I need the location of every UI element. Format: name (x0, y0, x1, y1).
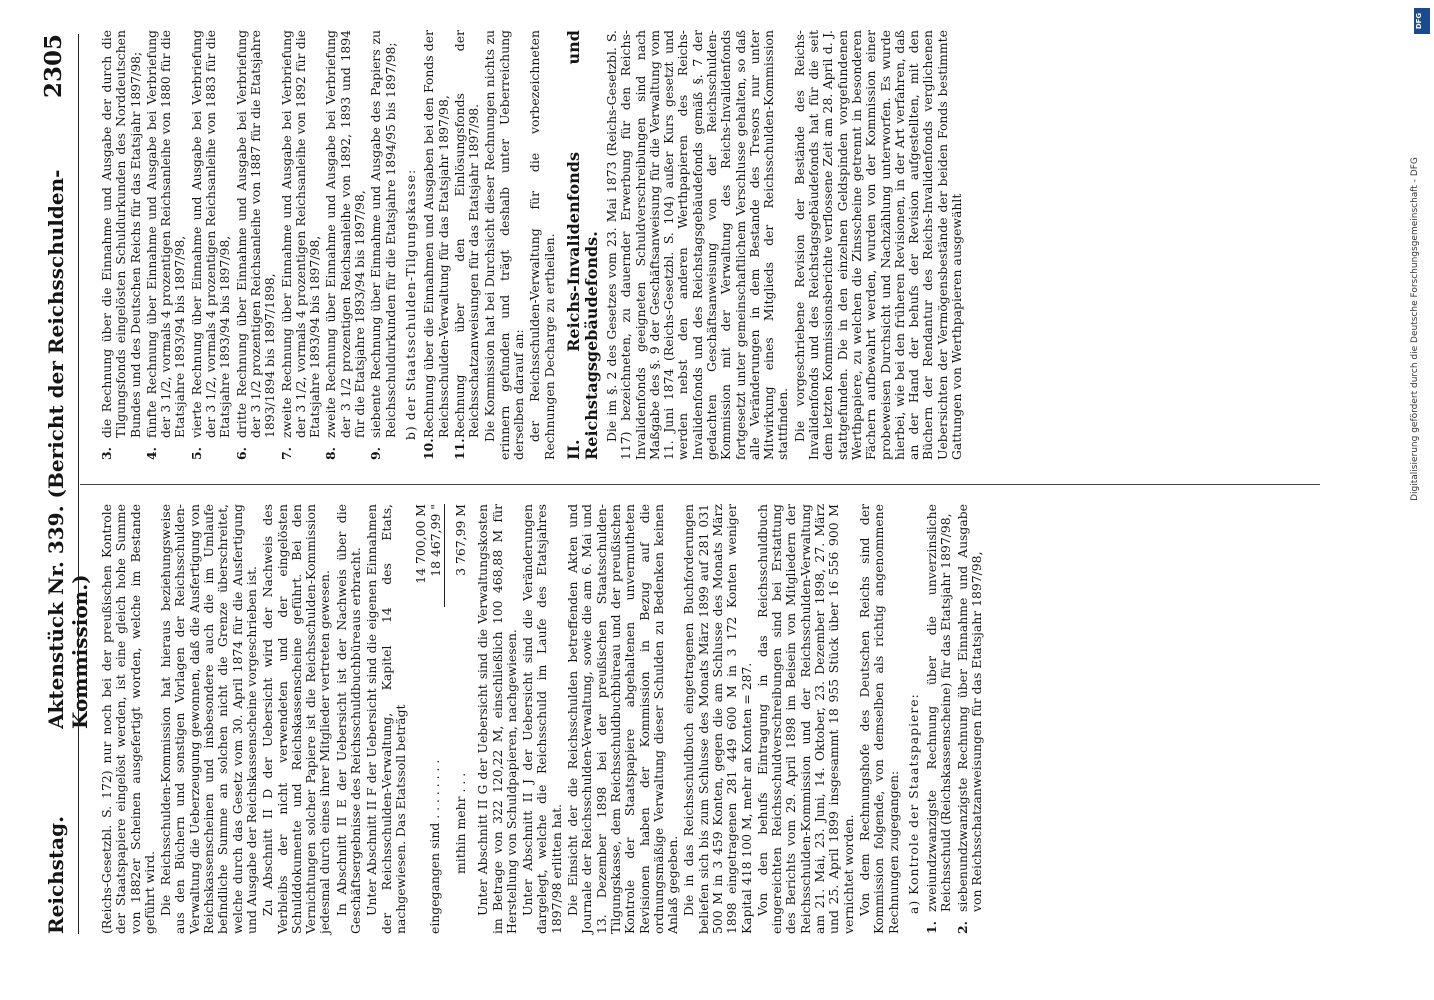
paragraph: Zu Abschnitt II D der Uebersicht wird der Nachweis des Verbleibs der nicht verwendeten und der eingelösten Schulddokumente und Reichskassenscheine geführt. Bei den Vernichtungen solcher Papiere ist die Reichsschulden-Kommission jedesmal durch eines ihrer Mitglieder vertreten gewesen. (260, 504, 333, 934)
item-number: 8. (323, 447, 339, 460)
item-text: vierte Rechnung über Einnahme und Ausgabe bei Verbriefung der 3 1/2, vormals 4 prozentigen Reichsanleihe von 1883 für die Etatsjahre 1893/94 bis 1897/98, (188, 30, 233, 438)
paragraph: Die Reichsschulden-Kommission hat hieraus beziehungsweise aus den Büchern und sonstigen Vorlagen der Reichsschulden-Verwaltung die Ueberzeugung gewonnen, daß die Ausfertigung von Reichskassenscheinen und insbesondere auch die im Umlaufe befindliche Summe an solchen nicht die Grenze überschreitet, welche durch das Gesetz vom 30. April 1874 für die Ausfertigung und Ausgabe der Reichskassenscheine vorgeschrieben ist. (158, 504, 259, 934)
sum-value-soll: 14 700,00 M (413, 504, 429, 584)
list-item (145, 30, 188, 460)
item-number: 6. (233, 447, 249, 460)
paragraph: der Reichsschulden-Verwaltung für die vorbezeichneten Rechnungen Decharge zu ertheilen. (527, 30, 557, 460)
item-text: die Rechnung über die Einnahme und Ausgabe der durch die Tilgungsfonds eingelösten Schuldurkunden des Norddeutschen Bundes und des Deutschen Reichs für das Etatsjahr 1897/98; (99, 30, 143, 438)
header-rule (78, 34, 79, 934)
list-item (369, 30, 398, 460)
sum-value-diff: 3 767,99 M (453, 504, 469, 576)
sum-block (414, 504, 472, 934)
right-column (100, 30, 966, 460)
item-number: 5. (188, 447, 204, 460)
paragraph: Unter Abschnitt II F der Uebersicht sind die eigenen Einnahmen der Reichsschulden-Verwaltung, Kapitel 14 des Etats, nachgewiesen. Das Etatssoll beträgt (364, 504, 408, 934)
list-item (453, 30, 482, 460)
sum-label: eingegangen sind . . . . . . . . (427, 759, 443, 934)
item-number: 11. (451, 438, 467, 460)
header-title: Aktenstück Nr. 339. (Bericht der Reichsschulden-Kommission.) (44, 169, 92, 729)
item-number: 1. (924, 921, 940, 934)
section-heading: II. Reichs-Invalidenfonds und Reichstagsgebäudefonds. (563, 30, 601, 460)
sum-value-ist: 18 467,99 " (429, 504, 444, 607)
paragraph: Die in das Reichsschuldbuch eingetragenen Buchforderungen beliefen sich bis zum Schlusse des Monats März 1899 auf 281 031 500 M in 3 459 Konten, gegen die am Schlusse des Monats März 1898 eingetragenen 281 449 600 M in 3 172 Konten weniger Kapital 418 100 M, mehr an Konten = 287. (681, 504, 754, 934)
paragraph: Von dem Rechnungshofe des Deutschen Reichs sind der Kommission folgende, von demselben als richtig angenommene Rechnungen zugegangen: (856, 504, 901, 934)
item-number: 3. (99, 447, 114, 460)
paragraph: In Abschnitt II E der Uebersicht ist der Nachweis über die Geschäftsergebnisse des Reichsschuldbuchbüreaus erbracht. (333, 504, 364, 934)
left-column (100, 504, 986, 934)
subheading-a: a) Kontrole der Staatspapiere: (905, 693, 921, 914)
item-number: 10. (421, 438, 437, 460)
list-item (925, 504, 954, 934)
item-text: Rechnung über die Einnahmen und Ausgaben bei den Fonds der Reichsschulden-Verwaltung für das Etatsjahr 1897/98, (421, 30, 451, 438)
paragraph: Unter Abschnitt II J der Uebersicht sind die Veränderungen dargelegt, welche die Reichsschuld im Laufe des Etatsjahres 1897/98 erlitten hat. (520, 504, 564, 934)
item-number: 2. (954, 921, 970, 934)
list-item (324, 30, 367, 460)
header-left: Reichstag. (44, 815, 68, 934)
paragraph: Von den behufs Eintragung in das Reichsschuldbuch eingereichten Reichsschuldverschreibungen sind bei Erstattung des Berichts vom 29. April 1898 im Beisein von Mitgliedern der Reichsschulden-Kommission und der Reichsschulden-Verwaltung am 21. Mai, 23. Juni, 14. Oktober, 23. Dezember 1898, 27. März und 25. April 1899 insgesammt 18 955 Stück über 16 556 900 M vernichtet worden. (754, 504, 856, 934)
item-number: 7. (278, 447, 294, 460)
paragraph: Unter Abschnitt II G der Uebersicht sind die Verwaltungskosten im Betrage von 322 120,22 M, einschließlich 100 468,88 M für Herstellung von Schuldpapieren, nachgewiesen. (475, 504, 519, 934)
list-item (235, 30, 278, 460)
list-item (280, 30, 323, 460)
item-text: Rechnung über den Einlösungsfonds der Reichsschatzanweisungen für das Etatsjahr 1897/98. (451, 30, 482, 438)
item-text: zweiundzwanzigste Rechnung über die unverzinsliche Reichsschuld (Reichskassenscheine) für das Etatsjahr 1897/98, (924, 504, 954, 912)
item-text: fünfte Rechnung über Einnahme und Ausgabe bei Verbriefung der 3 1/2, vormals 4 prozentigen Reichsanleihe von 1880 für die Etatsjahre 1893/94 bis 1897/98, (143, 30, 188, 438)
item-text: zweite Rechnung über Einnahme und Ausgabe bei Verbriefung der 3 1/2 prozentigen Reichsanleihe von 1892, 1893 und 1894 für die Etatsjahre 1893/94 bis 1897/98, (323, 30, 368, 438)
digitization-credit (1405, 14, 1425, 654)
subheading-b: b) der Staatsschulden-Tilgungskasse: (402, 168, 418, 440)
page-number: 2305 (40, 34, 67, 99)
item-text: zweite Rechnung über Einnahme und Ausgabe bei Verbriefung der 3 1/2, vormals 4 prozentigen Reichsanleihe von 1892 für die Etatsjahre 1893/94 bis 1897/98, (278, 30, 323, 438)
dfg-logo-text: DFG (1415, 12, 1424, 30)
list-item (100, 30, 143, 460)
item-number: 4. (143, 447, 159, 460)
list-item (190, 30, 233, 460)
paragraph: (Reichs-Gesetzbl. S. 172) nur noch bei der preußischen Kontrole der Staatspapiere eingelöst werden, ist eine gleich hohe Summe von 1882er Scheinen ausgefertigt worden, welche im Bestande geführt wird. (99, 504, 157, 934)
list-item (422, 30, 451, 460)
item-number: 9. (368, 447, 384, 460)
paragraph: Die Kommission hat bei Durchsicht dieser Rechnungen nichts zu erinnern gefunden und trägt deshalb unter Ueberreichung derselben darauf an: (482, 30, 527, 460)
item-text: siebente Rechnung über Einnahme und Ausgabe des Papiers zu Reichsschuldurkunden für die Etatsjahre 1894/95 bis 1897/98; (368, 30, 398, 438)
sum-label-more: mithin mehr . . . (453, 772, 469, 874)
item-text: siebenundzwanzigste Rechnung über Einnahme und Ausgabe von Reichsschatzanweisungen für das Etatsjahr 1897/98, (954, 504, 985, 912)
list-item (956, 504, 985, 934)
dfg-logo (1414, 8, 1430, 34)
paragraph: Die Einsicht der die Reichsschulden betreffenden Akten und Journale der Reichsschulden-Verwaltung, sowie die am 6. Mai und 13. Dezember 1898 bei der preußischen Staatsschulden-Tilgungskasse, dem Reichsschuldbuchbüreau und der preußischen Kontrole der Staatspapiere abgehaltenen unvermutheten Revisionen haben der Kommission in Bezug auf die ordnungsmäßige Verwaltung dieser Schulden zu Bedenken keinen Anlaß gegeben. (565, 504, 681, 934)
item-text: dritte Rechnung über Einnahme und Ausgabe bei Verbriefung der 3 1/2 prozentigen Reichsanleihe von 1887 für die Etatsjahre 1893/1894 bis 1897/1898, (233, 30, 278, 438)
column-divider (80, 484, 1320, 485)
paragraph: Die im §. 2 des Gesetzes vom 23. Mai 1873 (Reichs-Gesetzbl. S. 117) bezeichneten, zu dauernder Erwerbung für den Reichs-Invalidenfonds geeigneten Schuldverschreibungen sind nach Maßgabe des §. 9 der Geschäftsanweisung für die Verwaltung vom 11. Juni 1874 (Reichs-Gesetzbl. S. 104) außer Kurs gesetzt und werden nebst den anderen Werthpapieren des Reichs-Invalidenfonds und des Reichstagsgebäudefonds gemäß §. 7 der gedachten Geschäftsanweisung von der Reichsschulden-Kommission mit der Verwaltung des Reichs-Invalidenfonds fortgesetzt unter gemeinschaftlichem Verschlusse gehalten, so daß alle Veränderungen in dem Bestande des Tresors nur unter Mitwirkung eines Mitglieds der Reichsschulden-Kommission stattfinden. (603, 30, 791, 460)
paragraph: Die vorgeschriebene Revision der Bestände des Reichs-Invalidenfonds und des Reichstagsgebäudefonds hat für die seit dem letzten Kommissionsberichte verflossene Zeit am 28. April d. J. stattgefunden. Die in den einzelnen Geldspinden vorgefundenen Werthpapiere, zu welchen die Zinsscheine getrennt in besonderen Fächern aufbewahrt werden, wurden von der Kommission einer probeweisen Durchsicht und Nachzählung unterworfen. Es wurde hierbei, wie bei den früheren Revisionen, in der Art verfahren, daß an der Hand der behufs der Revision aufgestellten, mit den Büchern der Rendantur des Reichs-Invalidenfonds verglichenen Uebersichten der Vermögensbestände der beiden Fonds bestimmte Gattungen von Werthpapieren ausgewählt (791, 30, 965, 460)
watermark-text: Digitalisierung gefördert durch die Deutsche Forschungsgemeinschaft - DFG (1410, 157, 1420, 501)
